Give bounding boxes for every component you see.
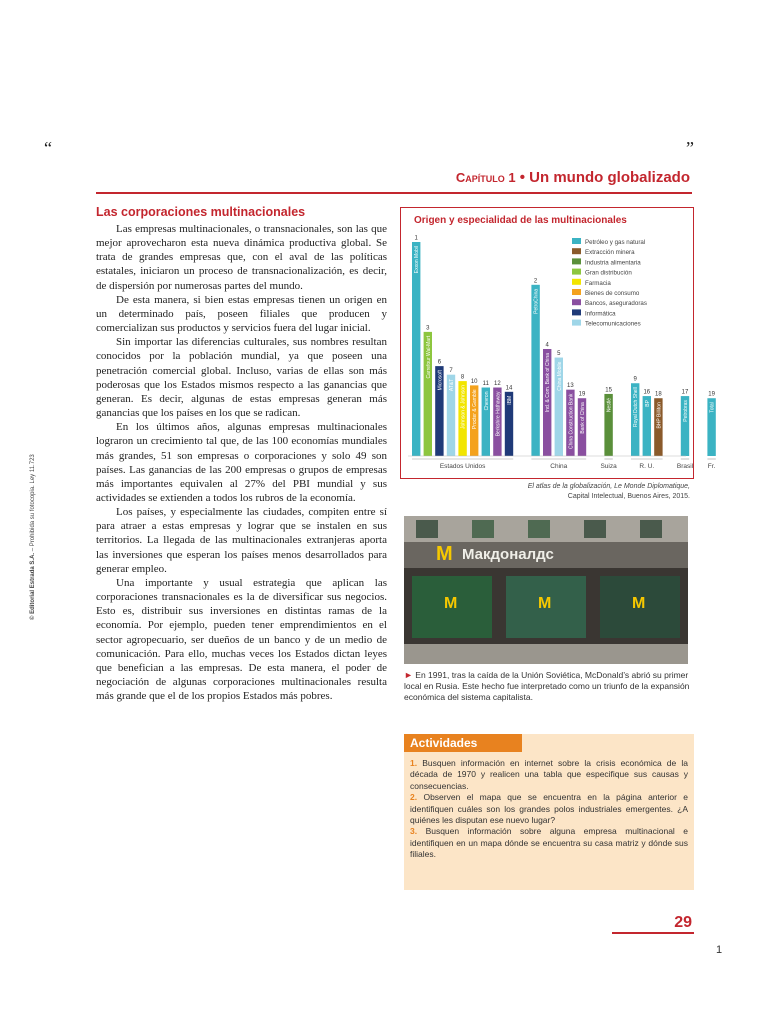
- page-number: 29: [674, 914, 692, 931]
- bar-rank-label: 14: [505, 385, 513, 392]
- multinationals-bar-chart: [402, 228, 716, 474]
- photo-caption-text: En 1991, tras la caída de la Unión Soviética, McDonald’s abrió su primer local en Rusia. Este hecho fue interpretado como un triunfo de la expansión económica del sistema capitalista.: [404, 670, 690, 702]
- section-title: Las corporaciones multinacionales: [96, 205, 306, 219]
- bar-company-label: China Mobile: [556, 361, 563, 391]
- legend-swatch: [572, 279, 581, 285]
- legend-swatch: [572, 309, 581, 315]
- mcdonalds-logo-icon: M: [436, 543, 453, 565]
- russian-sign-text: Макдоналдс: [462, 546, 554, 563]
- legend-swatch: [572, 238, 581, 244]
- bar-rank-label: 9: [633, 376, 637, 383]
- paragraph: Las empresas multinacionales, o transnacionales, son las que mejor aprovecharon esta nueva dinámica productiva global. Se trata de grandes empresas que, con el aval de las políticas estatales, iniciaron un proceso de transnacionalización, es decir, de dispersión por numerosas partes del mundo.: [96, 223, 387, 292]
- legend-swatch: [572, 258, 581, 264]
- mcdonalds-moscow-photo: [404, 516, 688, 664]
- footer-number: 1: [716, 944, 723, 956]
- paragraph: Los países, y especialmente las ciudades, compiten entre sí para atraer a estas empresas y lograr que se instalen en sus territorios. La llegada de las multinacionales extranjeras aporta las inversiones que esperan los países menos desarrollados para generar empleo.: [96, 506, 387, 575]
- svg-text:M: M: [444, 595, 458, 612]
- chapter-label: Capítulo 1: [455, 170, 516, 185]
- paragraph: Sin importar las diferencias culturales, sus nombres resultan conocidos por la población mundial, ya que poseen una penetración comercial global. Incluso, varias de ellas son más poderosas que los Estados mismos respecto a las ganancias que generan. Es decir, algunas de estas empresas generan más ganancias que los países en los que se radican.: [96, 336, 387, 420]
- activity-item: 1. Busquen información en internet sobre la crisis económica de la década de 1970 y realicen una tabla que especifique sus causas y consecuencias.: [410, 758, 688, 791]
- bar-rank-label: 15: [605, 387, 612, 394]
- bar-company-label: Petrobras: [683, 400, 689, 422]
- bar-rank-label: 7: [449, 368, 453, 375]
- chart-source: [404, 482, 690, 501]
- bar-company-label: BHP Billiton: [656, 402, 663, 429]
- bar-company-label: Microsoft: [437, 370, 444, 391]
- paragraph: En los últimos años, algunas empresas multinacionales lograron un crecimiento tal que, de las 100 economías mundiales más grandes, 51 son empresas o corporaciones y solo 49 son países. Las ganancias de las 200 empresas o grupos de empresas más importantes equivalen al 27% del PBI mundial y sus actividades se extienden a todos los rubros de la economía.: [96, 421, 387, 504]
- bar-company-label: PetroChina: [533, 288, 540, 314]
- legend-label: Telecomunicaciones: [585, 320, 641, 328]
- chapter-separator: •: [519, 169, 525, 186]
- group-label: Estados Unidos: [439, 463, 486, 470]
- bar-company-label: Nestlé: [606, 397, 613, 413]
- bar-rank-label: 17: [681, 389, 689, 396]
- caption-arrow-icon: ►: [404, 670, 413, 680]
- bar-rank-label: 19: [578, 391, 586, 398]
- activity-item: 3. Busquen información sobre alguna empresa multinacional e identifiquen en un mapa dónde se encuentra su casa matriz y dónde sus filiales.: [410, 826, 688, 860]
- copyright-notice: – Prohibida su fotocopia. Ley 11.723: [30, 454, 36, 552]
- copyright-note: [30, 454, 36, 620]
- bar-company-label: AT&T: [449, 378, 455, 392]
- bar-company-label: IBM: [507, 395, 513, 405]
- legend-label: Industria alimentaria: [585, 259, 641, 267]
- activities-list: [410, 758, 688, 861]
- legend-label: Farmacia: [585, 279, 611, 287]
- close-quote: ”: [686, 138, 694, 158]
- bar-company-label: Total: [709, 402, 716, 413]
- svg-text:M: M: [632, 595, 646, 612]
- legend-label: Petróleo y gas natural: [585, 239, 646, 246]
- legend-label: Informática: [585, 310, 616, 318]
- activity-item: 2. Observen el mapa que se encuentra en la página anterior e identifiquen cuáles son los grandes polos industriales emergentes. ¿A quiénes les disputan ese nuevo lugar?: [410, 792, 688, 826]
- bar-rank-label: 3: [426, 325, 430, 332]
- bar-rank-label: 11: [482, 381, 489, 388]
- legend-swatch: [572, 269, 581, 275]
- bar-company-label: Bank of China: [580, 402, 586, 434]
- svg-text:M: M: [538, 595, 552, 612]
- bar-company-label: Procter & Gamble: [472, 389, 479, 430]
- group-label: Brasil: [676, 463, 694, 470]
- bar-rank-label: 6: [437, 359, 442, 366]
- bar-rank-label: 2: [533, 278, 538, 285]
- bar-rank-label: 10: [470, 378, 478, 385]
- bar-rank-label: 1: [414, 235, 418, 242]
- legend-label: Bienes de consumo: [585, 290, 640, 297]
- body-text: [96, 222, 387, 703]
- paragraph: De esta manera, si bien estas empresas tienen un origen en un determinado país, poseen filiales que producen y comercializan sus productos y servicios fuera del lugar inicial.: [96, 293, 387, 335]
- bar-company-label: Carrefour Wal-Mart: [425, 335, 432, 379]
- bar-rank-label: 8: [460, 374, 465, 381]
- legend-swatch: [572, 289, 581, 295]
- bar-company-label: BP: [644, 400, 651, 407]
- legend-swatch: [572, 248, 581, 254]
- bar-rank-label: 13: [567, 383, 574, 390]
- bar-company-label: Royal Dutch Shell: [633, 387, 640, 427]
- bar-company-label: Chevron: [483, 391, 490, 411]
- bar-rank-label: 18: [655, 391, 662, 398]
- bar-rank-label: 19: [708, 391, 715, 398]
- group-label: Fr.: [707, 463, 716, 470]
- bar-company-label: Exxon Mobil: [414, 246, 421, 274]
- chart-source-line: El atlas de la globalización, Le Monde Diplomatique,: [527, 483, 690, 490]
- activities-title: Actividades: [404, 734, 522, 752]
- bar-rank-label: 12: [494, 381, 501, 388]
- legend-swatch: [572, 320, 581, 326]
- chart-source-line: Capital Intelectual, Buenos Aires, 2015.: [567, 492, 690, 500]
- group-label: R. U.: [639, 463, 655, 470]
- group-label: Suiza: [600, 463, 617, 470]
- bar-company-label: Ind. & Com. Bank of China: [545, 353, 552, 413]
- bar-company-label: Johnson & Johnson: [460, 385, 467, 430]
- legend-label: Gran distribución: [585, 269, 632, 277]
- group-label: China: [550, 463, 568, 470]
- chapter-title: Un mundo globalizado: [529, 169, 690, 186]
- paragraph: Una importante y usual estrategia que aplican las corporaciones transnacionales es la de diversificar sus negocios. Esto es, distribuir sus inversiones en distintas ramas de la economía. Por ejemplo, pueden tener emprendimientos en el sector agropecuario, ser dueños de un banco y de un medio de comunicación. Para ello, muchas veces los Estados dictan leyes que benefician a las empresas. De esta manera, el poder de negociación de algunas corporaciones multinacionales resulta más grande que el de los propios Estados más pobres.: [96, 576, 387, 703]
- bar-rank-label: 5: [557, 351, 561, 358]
- chapter-rule: [96, 192, 692, 194]
- bar-rank-label: 16: [643, 389, 651, 396]
- photo-caption: [404, 670, 694, 703]
- legend-label: Extracción minera: [585, 249, 635, 257]
- open-quote: “: [44, 138, 52, 158]
- bar-rank-label: 4: [545, 342, 549, 349]
- legend-label: Bancos, aseguradoras: [585, 300, 647, 308]
- chart-title: Origen y especialidad de las multinacionales: [414, 215, 627, 226]
- bar-company-label: Berkshire Hathaway: [495, 391, 502, 437]
- chapter-header: [404, 169, 690, 186]
- page-number-rule: [612, 932, 694, 934]
- bar-company-label: China Construction Bank: [568, 393, 575, 449]
- legend-swatch: [572, 299, 581, 305]
- publisher-name: © Editorial Estrada S.A.: [30, 552, 36, 620]
